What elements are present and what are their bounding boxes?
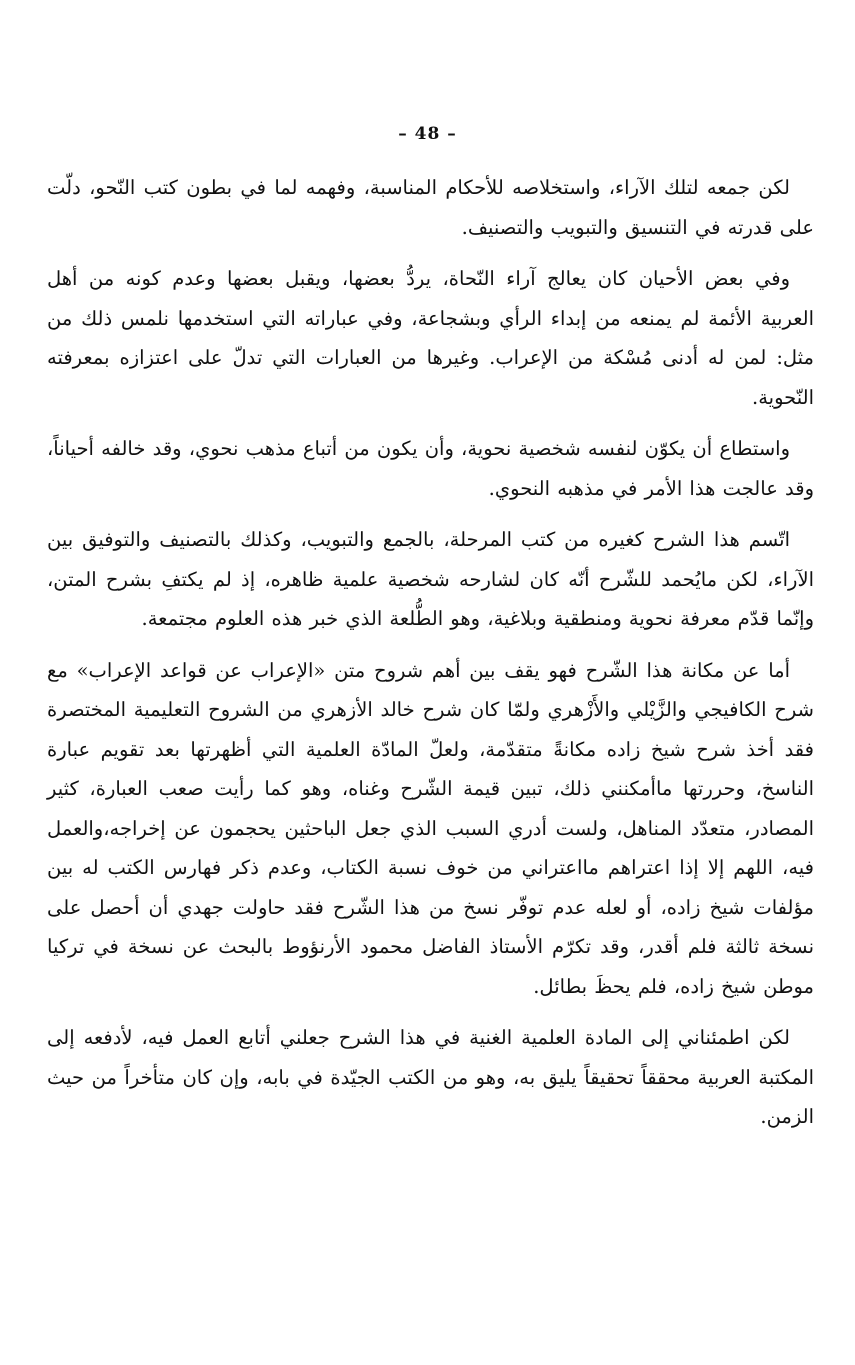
paragraph-1: لكن جمعه لتلك الآراء، واستخلاصه للأحكام المناسبة، وفهمه لما في بطون كتب النّحو، دلّت على قدرته في التنسيق والتبويب والتصنيف. — [47, 176, 814, 239]
paragraph-5: أما عن مكانة هذا الشّرح فهو يقف بين أهم شروح متن «الإعراب عن قواعد الإعراب» مع شرح الكافيجي والزَّيْلي والأَزْهري ولمّا كان شرح خالد الأزهري من الشروح التعليمية المختصرة فقد أخذ شرح شيخ زاده مكانةً متقدّمة، ولعلّ المادّة العلمية التي أظهرتها بعد تقويم عبارة الناسخ، وحررتها ماأمكنني ذلك، تبين قيمة الشّرح وغناه، وهو كما رأيت صعب العبارة، كثير المصادر، متعدّد المناهل، ولست أدري السبب الذي جعل الباحثين يحجمون عن إخراجه،والعمل فيه، اللهم إلا إذا اعتراهم مااعتراني من خوف نسبة الكتاب، وعدم ذكر فهارس الكتب له بين مؤلفات شيخ زاده، أو لعله عدم توفّر نسخ من هذا الشّرح فقد حاولت جهدي أن أحصل على نسخة ثالثة فلم أقدر، وقد تكرّم الأستاذ الفاضل محمود الأرنؤوط بالبحث عن نسخة في تركيا موطن شيخ زاده، فلم يحظَ بطائل. — [47, 658, 814, 998]
paragraph-2: وفي بعض الأحيان كان يعالج آراء النّحاة، يردُّ بعضها، ويقبل بعضها وعدم كونه من أهل العربية الأئمة لم يمنعه من إبداء الرأي وبشجاعة، وفي عباراته التي استخدمها نلمس ذلك من مثل: لمن له أدنى مُسْكة من الإعراب. وغيرها من العبارات التي تدلّ على اعتزازه بمعرفته النّحوية. — [47, 267, 814, 409]
page-number: – 48 – — [398, 124, 457, 144]
body-text — [47, 168, 814, 1149]
paragraph-6: لكن اطمئناني إلى المادة العلمية الغنية في هذا الشرح جعلني أتابع العمل فيه، لأدفعه إلى المكتبة العربية محققاً تحقيقاً يليق به، وهو من الكتب الجيّدة في بابه، وإن كان متأخراً من حيث الزمن. — [47, 1026, 814, 1128]
paragraph-4: اتّسم هذا الشرح كغيره من كتب المرحلة، بالجمع والتبويب، وكذلك بالتصنيف والتوفيق بين الآراء، لكن مايُحمد للشّرح أنّه كان لشارحه شخصية علمية ظاهره، إذ لم يكتفِ بشرح المتن، وإنّما قدّم معرفة نحوية ومنطقية وبلاغية، وهو الطُّلعة الذي خبر هذه العلوم مجتمعة. — [47, 528, 814, 630]
paragraph-3: واستطاع أن يكوّن لنفسه شخصية نحوية، وأن يكون من أتباع مذهب نحوي، وقد خالفه أحياناً، وقد عالجت هذا الأمر في مذهبه النحوي. — [46, 437, 814, 500]
